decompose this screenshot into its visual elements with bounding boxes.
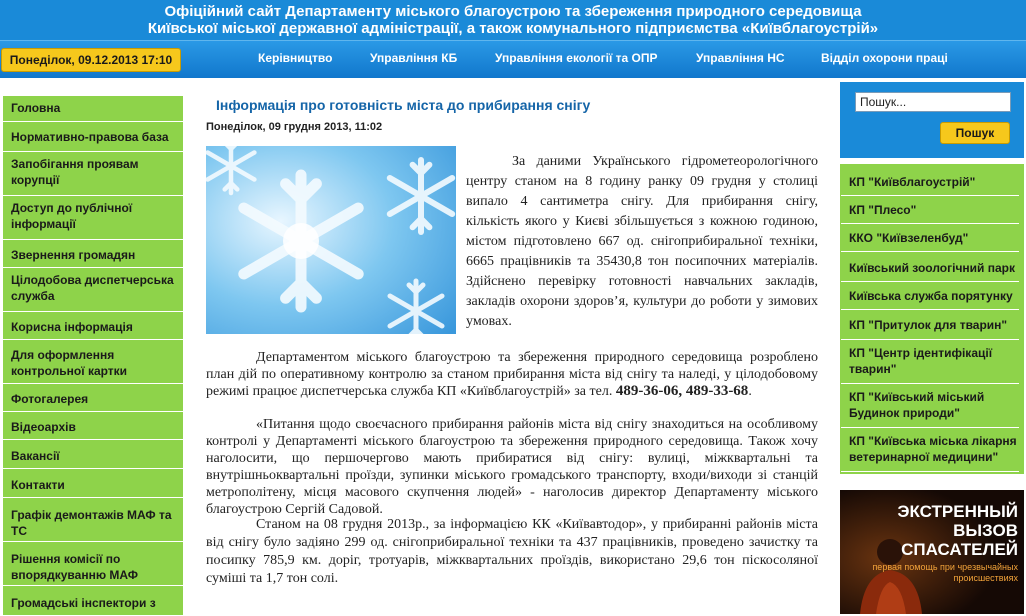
article-paragraph-2: Департаментом міського благоустрою та збереження природного середовища розроблено план дій по оперативному контролю за станом прибирання міста від снігу та наледі, у цілодобовому режимі працює диспетчерська служба КП «Київблагоустрій» за тел. 489-36-06, 489-33-68.: [206, 350, 818, 399]
left-menu-citizen-appeals[interactable]: Звернення громадян: [3, 240, 183, 268]
emergency-banner[interactable]: [840, 490, 1024, 614]
left-menu-dispatch-service[interactable]: Цілодобова диспетчерська служба: [3, 268, 183, 312]
banner-subtitle-line2: происшествиях: [953, 573, 1018, 583]
left-menu-public-inspectors[interactable]: Громадські інспектори з: [3, 586, 183, 616]
left-menu-video-archive[interactable]: Відеоархів: [3, 412, 183, 440]
left-menu-control-card[interactable]: Для оформлення контрольної картки: [3, 340, 183, 384]
article-date: Понеділок, 09 грудня 2013, 11:02: [206, 121, 383, 133]
search-input[interactable]: [855, 92, 1011, 112]
header-title-line2: Київської міської державної адміністрації, а також комунального підприємства «Київблагоустрій»: [147, 20, 879, 37]
nav-emergency-department[interactable]: Управління НС: [696, 51, 785, 65]
left-menu-maf-commission[interactable]: Рішення комісії по впорядкуванню МАФ: [3, 542, 183, 586]
site-header: [0, 0, 1026, 40]
nav-leadership[interactable]: Керівництво: [258, 51, 333, 65]
banner-title-line1: ЭКСТРЕННЫЙ: [897, 502, 1018, 521]
date-time-display: Понеділок, 09.12.2013 17:10: [1, 48, 181, 72]
banner-title-line2: ВЫЗОВ: [953, 521, 1018, 540]
banner-title: [897, 502, 1018, 559]
left-menu-anticorruption[interactable]: Запобігання проявам корупції: [3, 152, 183, 196]
right-menu-kyivzelenbud[interactable]: ККО "Київзеленбуд": [841, 224, 1019, 252]
left-menu-vacancies[interactable]: Вакансії: [3, 440, 183, 469]
nav-management-kb[interactable]: Управління КБ: [370, 51, 458, 65]
nav-labor-safety[interactable]: Відділ охорони праці: [821, 51, 948, 65]
left-menu-maf-schedule[interactable]: Графік демонтажів МАФ та ТС: [3, 498, 183, 542]
header-title-line1: Офіційний сайт Департаменту міського благоустрою та збереження природного середовища: [164, 3, 862, 20]
dispatch-phones: 489-36-06, 489-33-68: [615, 383, 749, 399]
right-menu-rescue-service[interactable]: Київська служба порятунку: [841, 282, 1019, 310]
nav-ecology-department[interactable]: Управління екології та ОПР: [495, 51, 658, 65]
right-menu-animal-id-center[interactable]: КП "Центр ідентифікації тварин": [841, 340, 1019, 384]
banner-subtitle: [872, 562, 1018, 584]
left-menu-contacts[interactable]: Контакти: [3, 469, 183, 498]
right-menu-zoo[interactable]: Київський зоологічний парк: [841, 252, 1019, 282]
left-menu-legal-base[interactable]: Нормативно-правова база: [3, 122, 183, 152]
left-menu-public-info[interactable]: Доступ до публічної інформації: [3, 196, 183, 240]
right-menu-nature-house[interactable]: КП "Київський міський Будинок природи": [841, 384, 1019, 428]
right-menu-kyivblagoustriy[interactable]: КП "Київблагоустрій": [841, 168, 1019, 196]
article-paragraph-3: «Питання щодо своєчасного прибирання районів міста від снігу знаходиться на особливому контролі у Департаменті міського благоустрою та збереження природного середовища. Також хочу наголосити, що першочергово мають прибиратися від снігу: вулиці, міжквартальні та внутрішньоквартальні проїзди, зупинки міського громадського транспорту, входи/виходи зі станцій метрополітену, місця масового скупчення людей» - наголосив директор Департаменту міського благоустрою Сергій Садовой.: [206, 417, 818, 517]
article-title[interactable]: Інформація про готовність міста до прибирання снігу: [216, 97, 591, 113]
article-paragraph-4: Станом на 08 грудня 2013р., за інформацією КК «Київавтодор», у прибиранні районів міста від снігу було задіяно 299 од. снігоприбиральної техніки та 437 працівників, проведено зачистку та посипку 785,9 км. доріг, тротуарів, міжквартальних проїздів, використано 29,6 тон піскосоляної суміші та 1,7 тон солі.: [206, 517, 818, 586]
article-paragraph-1: За даними Українського гідрометеорологічного центру станом на 8 годину ранку 09 грудня у столиці випало 4 сантиметра снігу. Для прибирання снігу, кількість якого у Києві збільшується з кожною годиною, містом підготовлено 667 од. снігоприбиральної техніки, 6665 працівників та 35430,8 тон посипочних матеріалів. Здійснено перевірку готовності навчальних закладів, закладів охорони здоров’я, культури до роботи у зимових умовах.: [466, 154, 818, 329]
left-menu-useful-info[interactable]: Корисна інформація: [3, 312, 183, 340]
article-paragraph-2-text: Департаментом міського благоустрою та збереження природного середовища розроблено план дій по оперативному контролю за станом прибирання міста від снігу та наледі, у цілодобовому режимі працює диспетчерська служба КП «Київблагоустрій» за тел.: [206, 350, 818, 399]
right-menu-vet-hospital[interactable]: КП "Київська міська лікарня ветеринарної медицини": [841, 428, 1019, 472]
left-menu-photo-gallery[interactable]: Фотогалерея: [3, 384, 183, 412]
banner-subtitle-line1: первая помощь при чрезвычайных: [872, 562, 1018, 572]
snowflake-image: [206, 146, 456, 334]
left-menu-home[interactable]: Головна: [3, 96, 183, 122]
search-button[interactable]: Пошук: [940, 122, 1010, 144]
right-menu-animal-shelter[interactable]: КП "Притулок для тварин": [841, 310, 1019, 340]
banner-title-line3: СПАСАТЕЛЕЙ: [901, 540, 1018, 559]
right-menu-pleso[interactable]: КП "Плесо": [841, 196, 1019, 224]
